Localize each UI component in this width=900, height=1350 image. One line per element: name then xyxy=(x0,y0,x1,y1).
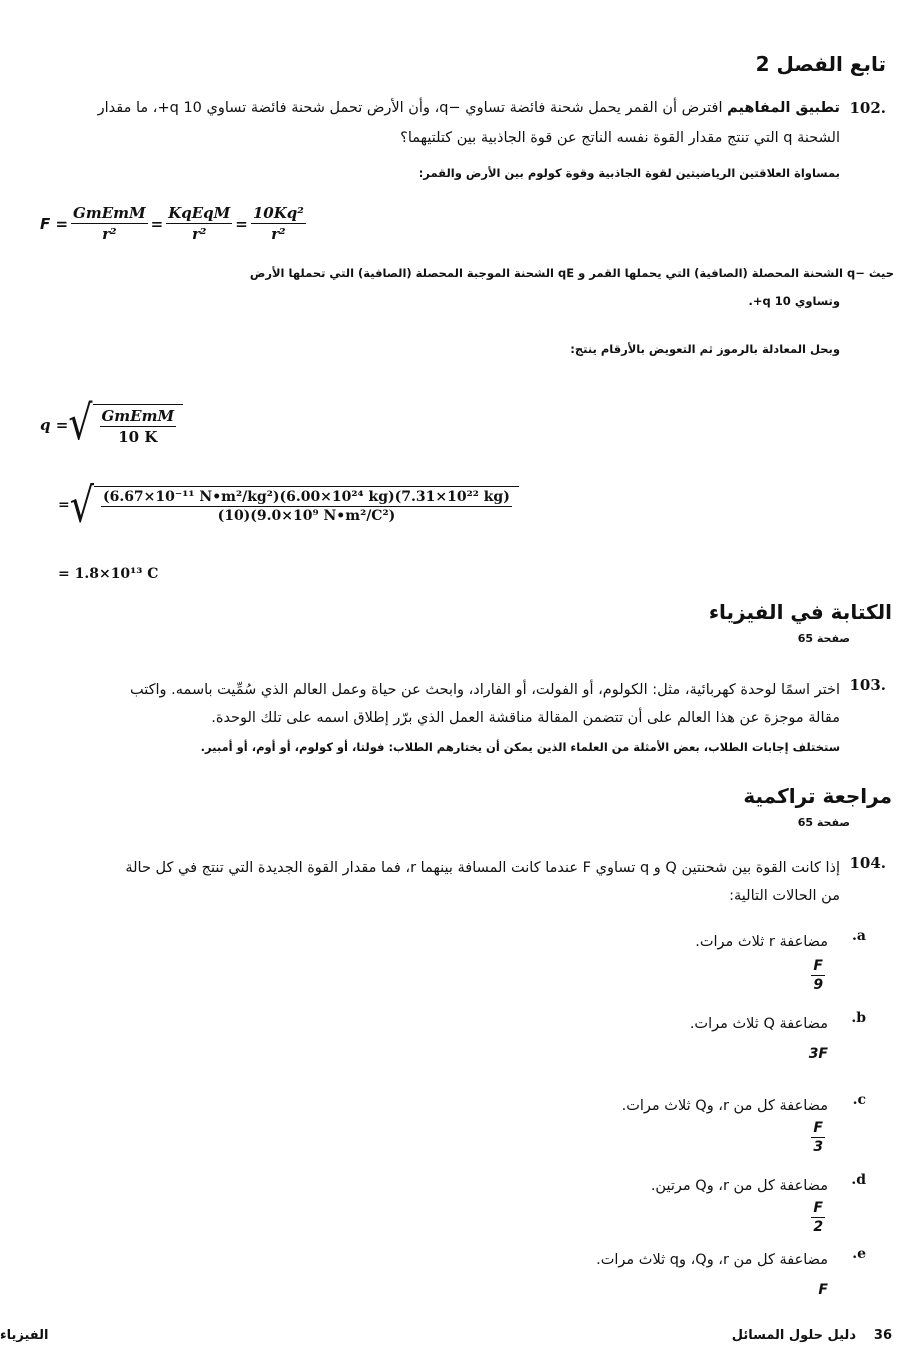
item-text: مضاعفة كل من r، وQ مرتين. xyxy=(650,1178,828,1194)
frac-denominator: 2 xyxy=(813,1219,824,1235)
question-text-line xyxy=(0,94,840,122)
frac-numerator: GmEmM xyxy=(101,407,175,425)
frac-numerator: KqEqM xyxy=(168,204,231,222)
question-lead: تطبيق المفاهيم xyxy=(727,100,840,116)
footer-page-number: 36 xyxy=(873,1328,892,1343)
sqrt-icon: √ xyxy=(68,395,93,450)
item-answer xyxy=(808,958,828,993)
page-reference: صفحة 65 xyxy=(797,632,850,645)
item-label: .b xyxy=(851,1010,866,1026)
item-label: .e xyxy=(852,1246,866,1262)
section-title: الكتابة في الفيزياء xyxy=(708,600,892,624)
question-text-line: إذا كانت القوة بين شحنتين Q و q تساوي F عندما كانت المسافة بينهما r، فما مقدار القوة الجديدة التي تنتج في كل حالة xyxy=(125,860,840,876)
footer-subject: الفيزياء xyxy=(0,1328,49,1343)
question-number: .104 xyxy=(849,854,886,872)
frac-denominator: r² xyxy=(192,225,207,243)
item-text: مضاعفة كل من r، وQ ثلاث مرات. xyxy=(621,1098,828,1114)
equals-sign: = xyxy=(235,214,248,233)
footer-guide-title: دليل حلول المسائل xyxy=(731,1328,856,1343)
solution-result: = 1.8×10¹³ C xyxy=(58,566,159,582)
item-label: .c xyxy=(852,1092,866,1108)
answer-text: وبحل المعادلة بالرموز ثم التعويض بالأرقام ينتج: xyxy=(570,342,840,356)
item-text: مضاعفة Q ثلاث مرات. xyxy=(689,1016,828,1032)
frac-denominator: 9 xyxy=(813,977,824,993)
question-number: .102 xyxy=(849,99,886,117)
frac-denominator: r² xyxy=(271,225,286,243)
frac-numerator: 10Kq² xyxy=(252,204,304,222)
question-text-line: من الحالات التالية: xyxy=(729,888,840,904)
frac-numerator: GmEmM xyxy=(73,204,146,222)
list-item xyxy=(0,928,900,998)
item-answer: 3F xyxy=(808,1046,828,1062)
equation-lhs: q = xyxy=(40,416,69,434)
equals-sign: = xyxy=(150,214,164,233)
solution-q xyxy=(40,395,183,450)
question-text-line: الشحنة q التي تنتج مقدار القوة نفسه الناتج عن قوة الجاذبية بين كتلتيهما؟ xyxy=(400,130,840,146)
item-answer: F xyxy=(818,1282,828,1298)
frac-denominator: 3 xyxy=(813,1139,824,1155)
list-item xyxy=(0,1246,900,1306)
equation-force xyxy=(40,204,309,243)
frac-numerator: F xyxy=(813,958,823,974)
chapter-title: تابع الفصل 2 xyxy=(755,52,886,76)
question-text: افترض أن القمر يحمل شحنة فائضة تساوي −q، وأن الأرض تحمل شحنة فائضة تساوي 10 q+، ما مقدار xyxy=(97,100,728,116)
frac-numerator: F xyxy=(813,1120,823,1136)
item-answer xyxy=(808,1120,828,1155)
item-answer xyxy=(808,1200,828,1235)
answer-text: ستختلف إجابات الطلاب، بعض الأمثلة من العلماء الذين يمكن أن يختارهم الطلاب: فولتا، أو كولوم، أو أوم، أو أمبير. xyxy=(200,740,840,754)
item-text: مضاعفة r ثلاث مرات. xyxy=(695,934,828,950)
answer-text: بمساواة العلاقتين الرياضيتين لقوة الجاذبية وقوة كولوم بين الأرض والقمر: xyxy=(418,166,840,180)
frac-numerator: F xyxy=(813,1200,823,1216)
solution-substitution xyxy=(58,477,519,533)
item-label: .d xyxy=(851,1172,866,1188)
section-title: مراجعة تراكمية xyxy=(743,784,892,808)
page-reference: صفحة 65 xyxy=(797,816,850,829)
question-text-line: اختر اسمًا لوحدة كهربائية، مثل: الكولوم، أو الفولت، أو الفاراد، وابحث عن حياة وعمل العالم الذي سُمِّيت باسمه. واكتب xyxy=(130,682,840,698)
equals-sign: = xyxy=(58,497,70,513)
frac-numerator: (6.67×10⁻¹¹ N•m²/kg²)(6.00×10²⁴ kg)(7.31×10²² kg) xyxy=(102,489,510,505)
item-text: مضاعفة كل من r، وQ، وq ثلاث مرات. xyxy=(596,1252,828,1268)
list-item xyxy=(0,1092,900,1162)
frac-denominator: 10 K xyxy=(118,428,158,446)
list-item xyxy=(0,1172,900,1242)
sqrt-icon: √ xyxy=(69,477,94,533)
list-item xyxy=(0,1010,900,1070)
question-text-line: مقالة موجزة عن هذا العالم على أن تتضمن المقالة مناقشة العمل الذي برّر إطلاق اسمه على تلك الوحدة. xyxy=(211,710,840,726)
equation-lhs: F = xyxy=(40,214,69,233)
frac-denominator: r² xyxy=(102,225,117,243)
frac-denominator: (10)(9.0×10⁹ N•m²/C²) xyxy=(217,508,396,524)
question-number: .103 xyxy=(849,676,886,694)
answer-text: حيث −q الشحنة المحصلة (الصافية) التي يحملها القمر و qE الشحنة الموجبة المحصلة (الصافية) التي تحملها الأرض xyxy=(249,266,894,280)
answer-text: وتساوي 10 q+. xyxy=(748,294,840,308)
item-label: .a xyxy=(852,928,866,944)
